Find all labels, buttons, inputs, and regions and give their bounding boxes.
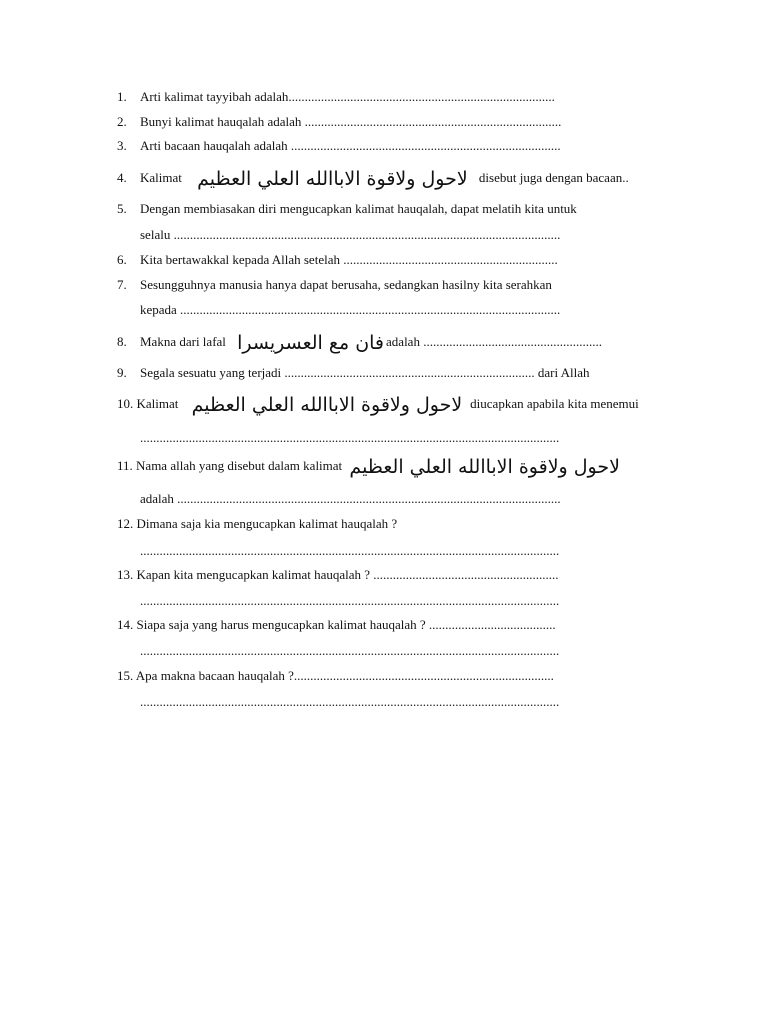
question-12-answer-line	[117, 543, 700, 559]
hauqalah-arabic-text: لاحول ولاقوة الاباالله العلي العظيم	[349, 456, 620, 478]
hauqalah-arabic-text: لاحول ولاقوة الاباالله العلي العظيم	[197, 168, 468, 190]
question-text: Sesungguhnya manusia hanya dapat berusaha, sedangkan hasilny kita serahkan	[140, 277, 552, 292]
question-number: 10.	[117, 396, 134, 411]
question-10	[117, 394, 677, 416]
answer-line: .................................................................................................................................	[140, 643, 560, 658]
question-14	[117, 617, 677, 633]
question-4	[117, 168, 677, 190]
answer-line: adalah ......................................................................................................................	[140, 491, 561, 506]
question-6	[117, 252, 677, 268]
answer-line: .................................................................................................................................	[140, 694, 560, 709]
answer-line: kepada .....................................................................................................................	[140, 302, 561, 317]
question-13-answer-line	[117, 593, 700, 609]
question-text: Siapa saja yang harus mengucapkan kalimat hauqalah ? .......................................	[136, 617, 556, 632]
question-number: 13.	[117, 567, 134, 582]
question-5-answer-line	[117, 227, 700, 243]
answer-line: .................................................................................................................................	[140, 593, 560, 608]
question-3	[117, 138, 677, 154]
lafal-arabic-text: فان مع العسريسرا	[237, 332, 385, 354]
question-15-answer-line	[117, 694, 700, 710]
question-number: 5.	[117, 201, 127, 216]
question-text: Arti bacaan hauqalah adalah ...................................................................................	[140, 138, 561, 153]
question-text: Kita bertawakkal kepada Allah setelah ..................................................................	[140, 252, 558, 267]
question-15	[117, 668, 677, 684]
question-text: Kapan kita mengucapkan kalimat hauqalah ? .........................................................	[136, 567, 559, 582]
question-10-answer-line	[117, 430, 700, 446]
question-11	[117, 456, 677, 478]
question-text: Apa makna bacaan hauqalah ?................................................................................	[135, 668, 554, 683]
question-text: Kalimat	[136, 396, 179, 411]
question-number: 9.	[117, 365, 127, 380]
question-1	[117, 89, 677, 105]
question-7-answer-line	[117, 302, 700, 318]
question-text: Arti kalimat tayyibah adalah..................................................................................	[140, 89, 555, 104]
question-number: 3.	[117, 138, 127, 153]
question-13	[117, 567, 677, 583]
question-number: 8.	[117, 334, 127, 349]
question-11-answer-line	[117, 491, 700, 507]
question-2	[117, 114, 677, 130]
question-text: Makna dari lafal	[140, 334, 226, 349]
question-text: Nama allah yang disebut dalam kalimat	[136, 458, 343, 473]
question-text-continued: adalah .......................................................	[386, 334, 602, 349]
question-text: Bunyi kalimat hauqalah adalah ...............................................................................	[140, 114, 562, 129]
question-number: 1.	[117, 89, 127, 104]
question-text: Dimana saja kia mengucapkan kalimat hauqalah ?	[136, 516, 398, 531]
question-number: 4.	[117, 170, 127, 185]
question-12	[117, 516, 677, 532]
question-number: 11.	[117, 458, 133, 473]
question-number: 6.	[117, 252, 127, 267]
answer-line: .................................................................................................................................	[140, 543, 560, 558]
answer-line: .................................................................................................................................	[140, 430, 560, 445]
question-14-answer-line	[117, 643, 700, 659]
question-9	[117, 365, 677, 381]
question-8	[117, 332, 677, 354]
hauqalah-arabic-text: لاحول ولاقوة الاباالله العلي العظيم	[191, 394, 463, 416]
question-number: 2.	[117, 114, 127, 129]
question-number: 14.	[117, 617, 134, 632]
question-text-continued: disebut juga dengan bacaan..	[478, 170, 629, 185]
question-text-continued: diucapkan apabila kita menemui	[470, 396, 639, 411]
question-text: Segala sesuatu yang terjadi ............................................................................. dari Allah	[140, 365, 590, 380]
question-text: Kalimat	[140, 170, 182, 185]
answer-line: selalu .......................................................................................................................	[140, 227, 561, 242]
question-7	[117, 277, 677, 293]
question-number: 12.	[117, 516, 134, 531]
question-number: 15.	[117, 668, 134, 683]
question-5	[117, 201, 677, 217]
question-number: 7.	[117, 277, 127, 292]
question-text: Dengan membiasakan diri mengucapkan kalimat hauqalah, dapat melatih kita untuk	[140, 201, 577, 216]
